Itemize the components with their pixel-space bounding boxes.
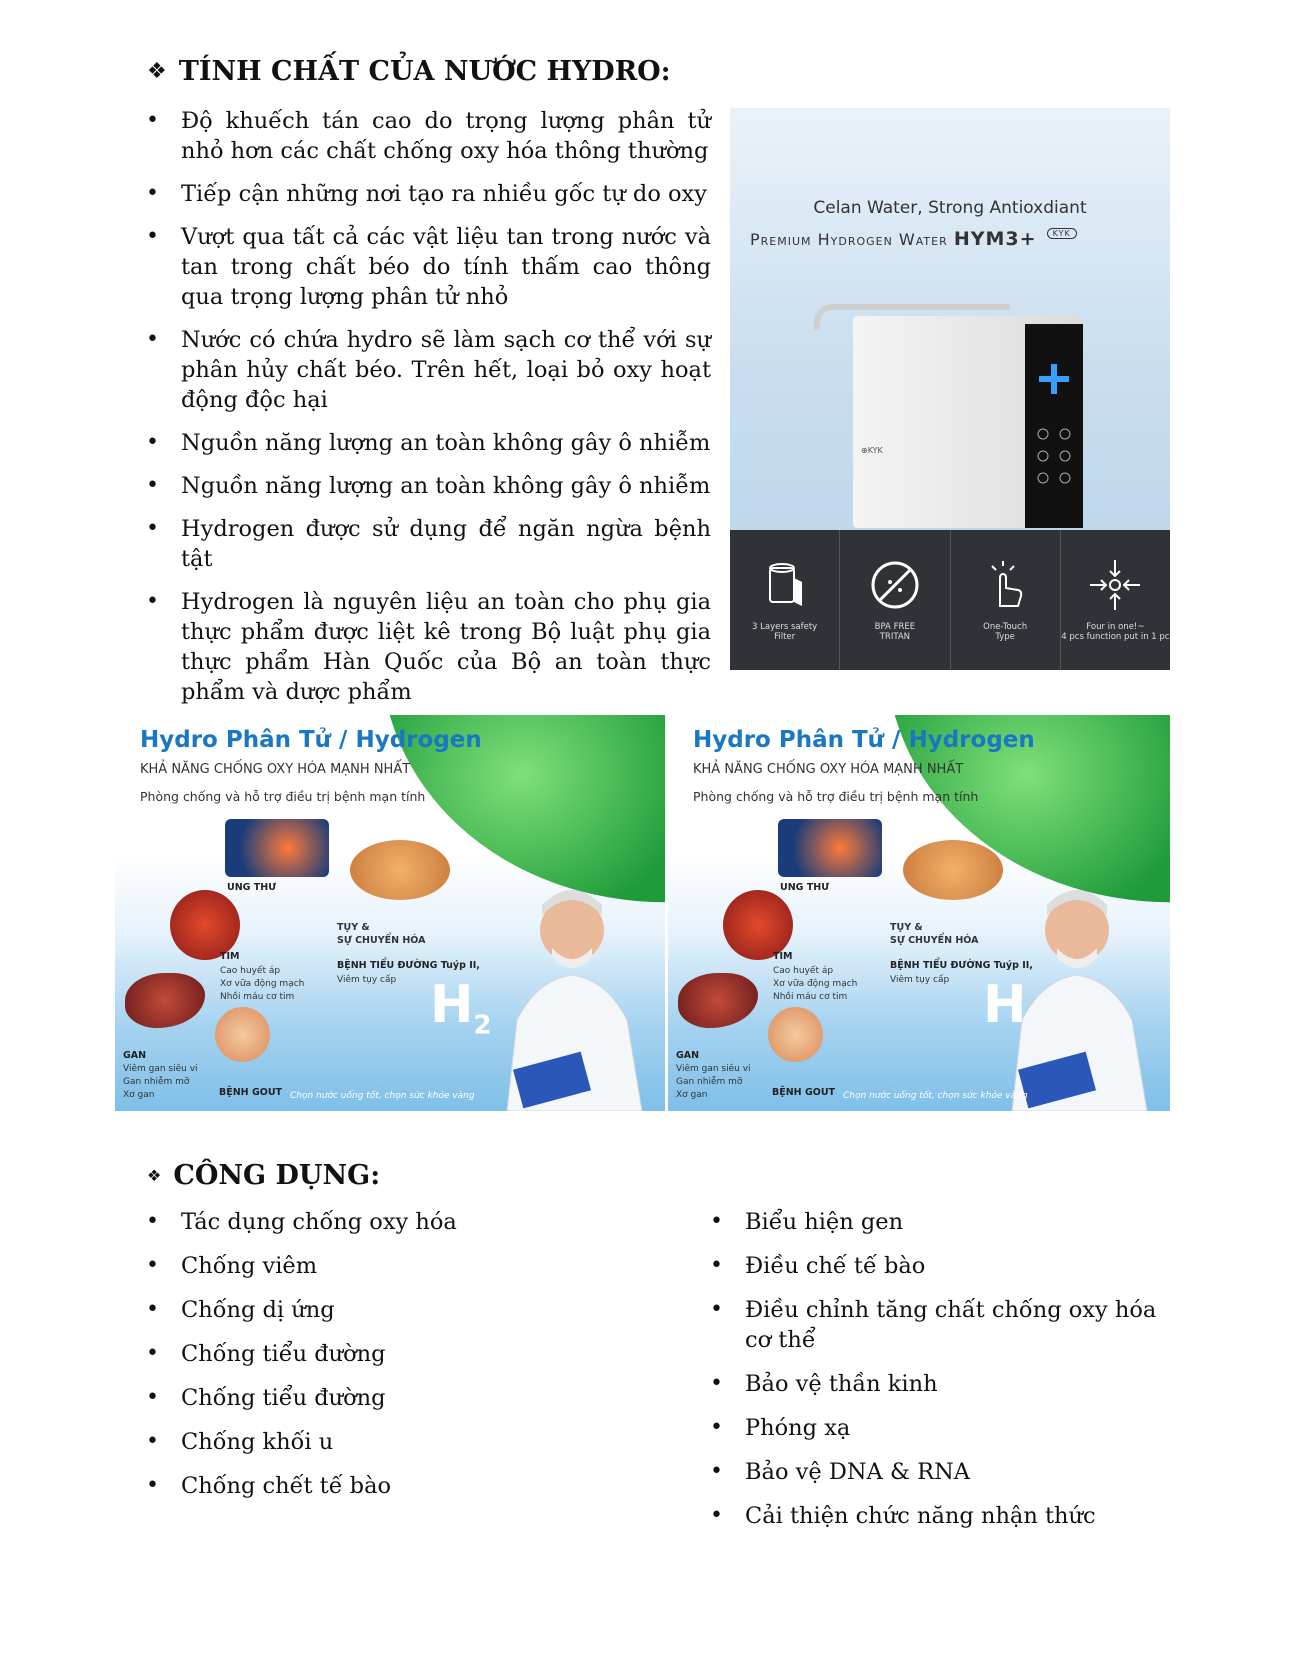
h2-symbol [430,975,492,1040]
cancer-cell-image [778,819,882,877]
product-image [730,108,1170,670]
h2-subscript: 2 [473,1010,492,1041]
product-title [750,228,1077,250]
hydrogen-infographic-right [668,715,1170,1111]
list-item: • Vượt qua tất cả các vật liệu tan trong nước và tan trong chất béo do tính thấm cao thông qua trọng lượng phân tử nhỏ [146,222,711,312]
feature-bar [730,530,1170,670]
list-item: • Bảo vệ thần kinh [710,1369,1175,1399]
feature-line2: 4 pcs function put in 1 pc [1061,632,1170,642]
pancreas-image [903,840,1003,900]
gout-foot-image [768,1007,823,1062]
machine-brand-logo: ⊕KYK [861,446,883,455]
liver-image [678,973,758,1028]
feature-line1: One-Touch [983,622,1028,632]
feature-line2: Type [995,632,1015,642]
feature-line1: Four in one!~ [1086,622,1145,632]
list-item: • Biểu hiện gen [710,1207,1175,1237]
hydrogen-infographic-left [115,715,665,1111]
liver-details: Viêm gan siêu vi Gan nhiễm mỡ Xơ gan [676,1064,751,1100]
infographic-title: Hydro Phân Tử / Hydrogen [140,727,482,753]
pancreas-image [350,840,450,900]
list-item: • Chống khối u [146,1427,666,1457]
label-pancreas: TỤY & SỰ CHUYỂN HÓA [337,922,426,946]
infographic-subtitle: KHẢ NĂNG CHỐNG OXY HÓA MẠNH NHẤT [693,762,964,777]
list-item: • Chống dị ứng [146,1295,666,1325]
control-buttons-icon [1025,324,1083,528]
water-machine [853,316,1083,528]
list-item: • Chống viêm [146,1251,666,1281]
feature-bpa-free [840,530,950,670]
label-liver: GAN [676,1050,700,1061]
label-gout: BỆNH GOUT [219,1087,283,1098]
list-item: • Nguồn năng lượng an toàn không gây ô nhiễm [146,471,711,501]
list-item: • Phóng xạ [710,1413,1175,1443]
list-item: • Nước có chứa hydro sẽ làm sạch cơ thể với sự phân hủy chất béo. Trên hết, loại bỏ oxy hoạt động độc hại [146,325,711,415]
list-item: • Chống tiểu đường [146,1383,666,1413]
bpa-free-icon [868,558,922,612]
list-item: • Tiếp cận những nơi tạo ra nhiều gốc tự do oxy [146,179,711,209]
infographic-tagline: Phòng chống và hỗ trợ điều trị bệnh mạn tính [693,789,979,804]
heart-image [170,890,240,960]
list-item: • Độ khuếch tán cao do trọng lượng phân tử nhỏ hơn các chất chống oxy hóa thông thường [146,106,711,166]
product-tagline: Celan Water, Strong Antioxdiant [813,198,1087,218]
liver-details: Viêm gan siêu vi Gan nhiễm mỡ Xơ gan [123,1064,198,1100]
label-diabetes: BỆNH TIỂU ĐƯỜNG Tuýp II, [337,960,480,971]
infographic-tagline: Phòng chống và hỗ trợ điều trị bệnh mạn tính [140,789,426,804]
label-gout: BỆNH GOUT [772,1087,836,1098]
feature-line1: 3 Layers safety [752,622,818,632]
brand-badge: KYK [1047,228,1077,239]
label-diabetes: BỆNH TIỂU ĐƯỜNG Tuýp II, [890,960,1033,971]
list-item: • Điều chỉnh tăng chất chống oxy hóa cơ thể [710,1295,1175,1355]
section-heading-uses [147,1160,380,1191]
cancer-cell-image [225,819,329,877]
feature-line2: Filter [774,632,796,642]
diamond-bullet-icon: ❖ [147,59,167,84]
touch-icon [978,558,1032,612]
heart-details: Cao huyết áp Xơ vữa động mạch Nhồi máu cơ tim [220,966,305,1002]
doctor-image [1002,870,1152,1111]
section-heading-properties [147,56,671,87]
gout-foot-image [215,1007,270,1062]
h2-letter: H [430,975,474,1035]
list-item: • Hydrogen là nguyên liệu an toàn cho phụ gia thực phẩm được liệt kê trong Bộ luật phụ gia thực phẩm Hàn Quốc của Bộ an toàn thực phẩm và dược phẩm [146,587,711,707]
feature-filter [730,530,840,670]
infographic-subtitle: KHẢ NĂNG CHỐNG OXY HÓA MẠNH NHẤT [140,762,411,777]
feature-one-touch [951,530,1061,670]
diabetes-details: Viêm tụy cấp [337,975,397,985]
feature-line1: BPA FREE [874,622,916,632]
product-name: Premium Hydrogen Water [750,230,948,249]
label-cancer: UNG THƯ [780,882,830,893]
feature-line2: TRITAN [879,632,911,642]
list-item: • Nguồn năng lượng an toàn không gây ô nhiễm [146,428,711,458]
diabetes-details: Viêm tụy cấp [890,975,950,985]
label-pancreas: TỤY & SỰ CHUYỂN HÓA [890,922,979,946]
filter-icon [758,558,812,612]
list-item: • Bảo vệ DNA & RNA [710,1457,1175,1487]
four-in-one-icon [1088,558,1142,612]
uses-list-left [146,1207,666,1501]
list-item: • Điều chế tế bào [710,1251,1175,1281]
diamond-bullet-icon: ❖ [147,1166,162,1185]
product-model: HYM3+ [953,228,1037,250]
properties-list [146,106,711,707]
heading-text: CÔNG DỤNG: [173,1160,381,1191]
liver-image [125,973,205,1028]
list-item: • Chống chết tế bào [146,1471,666,1501]
h2-letter: H [983,975,1027,1035]
infographic-slogan: Chọn nước uống tốt, chọn sức khỏe vàng [290,1091,475,1101]
infographic-title: Hydro Phân Tử / Hydrogen [693,727,1035,753]
feature-four-in-one [1061,530,1170,670]
doctor-image [497,870,647,1111]
label-cancer: UNG THƯ [227,882,277,893]
heart-details: Cao huyết áp Xơ vữa động mạch Nhồi máu cơ tim [773,966,858,1002]
label-heart: TIM [220,951,240,962]
label-heart: TIM [773,951,793,962]
label-liver: GAN [123,1050,147,1061]
list-item: • Hydrogen được sử dụng để ngăn ngừa bệnh tật [146,514,711,574]
uses-list-right [710,1207,1175,1531]
list-item: • Tác dụng chống oxy hóa [146,1207,666,1237]
heart-image [723,890,793,960]
list-item: • Cải thiện chức năng nhận thức [710,1501,1175,1531]
control-panel [1025,324,1083,528]
heading-text: TÍNH CHẤT CỦA NƯỚC HYDRO: [178,56,671,87]
list-item: • Chống tiểu đường [146,1339,666,1369]
infographic-slogan: Chọn nước uống tốt, chọn sức khỏe vàng [843,1091,1028,1101]
